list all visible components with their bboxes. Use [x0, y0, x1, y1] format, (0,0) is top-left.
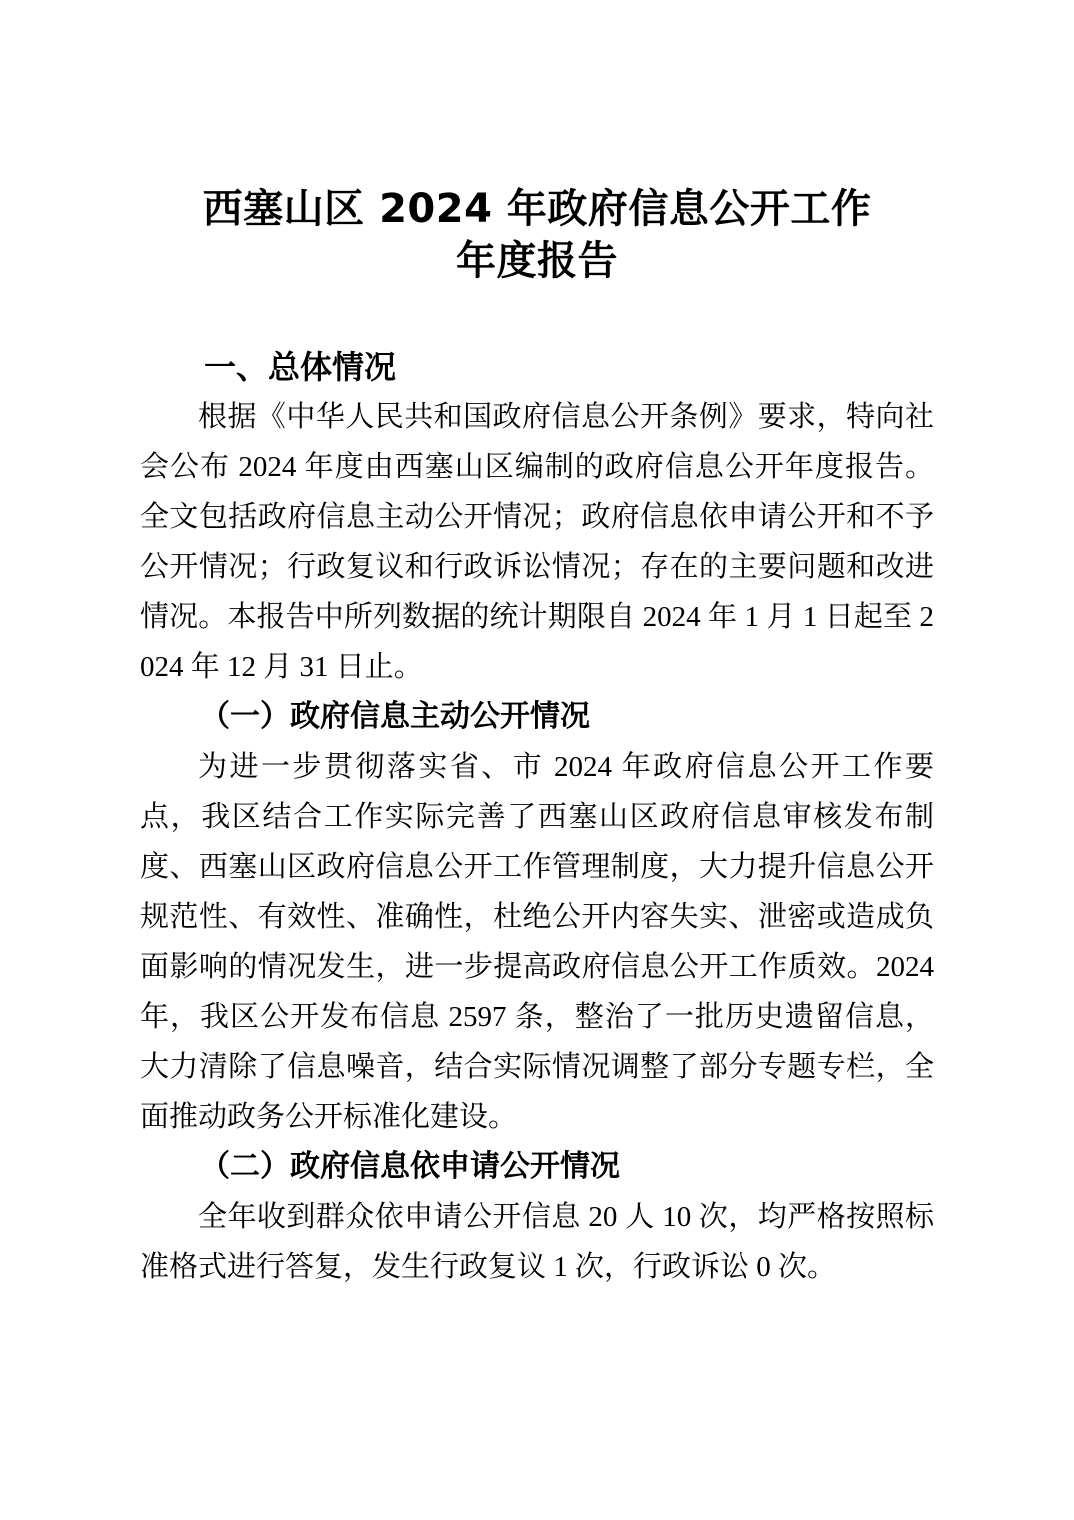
- document-title-line-2: 年度报告: [456, 238, 618, 284]
- paragraph-request-disclosure: 全年收到群众依申请公开信息 20 人 10 次，均严格按照标准格式进行答复，发生行政复议 1 次，行政诉讼 0 次。: [140, 1201, 934, 1283]
- paragraph-proactive-disclosure: 为进一步贯彻落实省、市 2024 年政府信息公开工作要点，我区结合工作实际完善了西塞山区政府信息审核发布制度、西塞山区政府信息公开工作管理制度，大力提升信息公开规范性、有效性、准确性，杜绝公开内容失实、泄密或造成负面影响的情况发生，进一步提高政府信息公开工作质效。2024 年，我区公开发布信息 2597 条，整治了一批历史遗留信息，大力清除了信息噪音，结合实际情况调整了部分专题专栏，全面推动政务公开标准化建设。: [140, 751, 934, 1133]
- subheading-proactive-disclosure: （一）政府信息主动公开情况: [200, 700, 590, 733]
- paragraph-overview-intro: 根据《中华人民共和国政府信息公开条例》要求，特向社会公布 2024 年度由西塞山区编制的政府信息公开年度报告。全文包括政府信息主动公开情况；政府信息依申请公开和不予公开情况；行政复议和行政诉讼情况；存在的主要问题和改进情况。本报告中所列数据的统计期限自 2024 年 1 月 1 日起至 2024 年 12 月 31 日止。: [140, 401, 934, 683]
- document-title: [140, 183, 934, 287]
- subheading-request-disclosure: （二）政府信息依申请公开情况: [200, 1150, 620, 1183]
- section-heading-overview: 一、总体情况: [204, 348, 397, 386]
- document-title-line-1: 西塞山区 2024 年政府信息公开工作: [202, 186, 872, 232]
